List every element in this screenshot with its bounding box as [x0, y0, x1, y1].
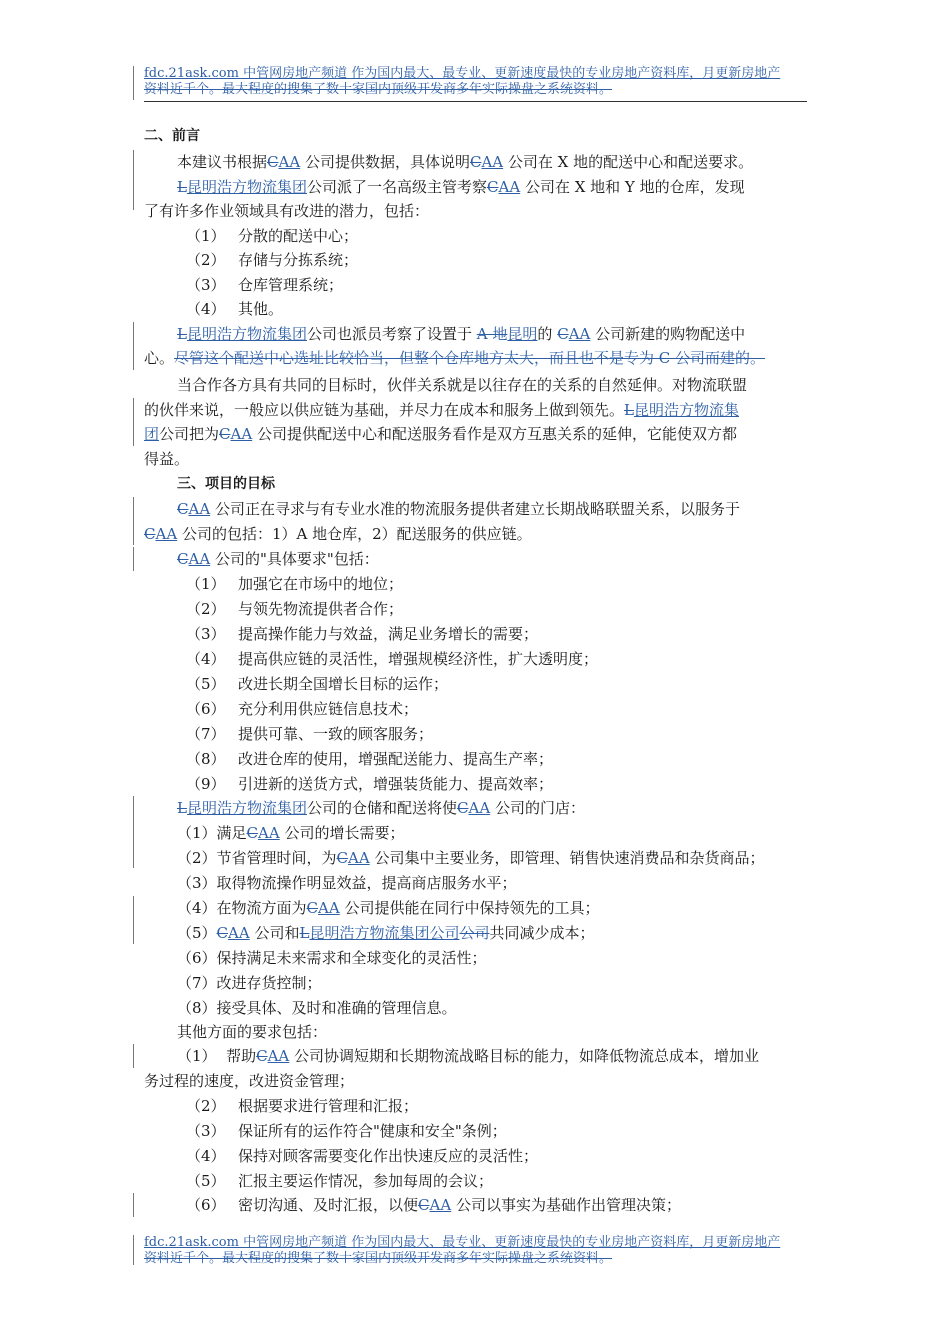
list-item: （3） 仓库管理系统； [186, 276, 344, 294]
change-bar [133, 896, 134, 944]
header-rule [144, 101, 807, 102]
header-line-2: 资料近千个。最大程度的搜集了数十家国内顶级开发商多年实际操盘之系统资料。 [144, 82, 613, 97]
list-item: （9） 引进新的送货方式，增强装货能力、提高效率； [186, 775, 554, 793]
list-item: （3） 提高操作能力与效益，满足业务增长的需要； [186, 625, 539, 643]
change-bar [133, 497, 134, 545]
header-line-1[interactable]: fdc.21ask.com 中管网房地产频道 作为国内最大、最专业、更新速度最快的专业房地产资料库，月更新房地产 [144, 66, 781, 81]
list-item: （2） 与领先物流提供者合作； [186, 600, 404, 618]
list-item: （3）取得物流操作明显效益，提高商店服务水平； [177, 874, 517, 892]
list-item: （2）节省管理时间，为CAA 公司集中主要业务，即管理、销售快速消费品和杂货商品； [177, 849, 765, 867]
change-bar [133, 1193, 134, 1217]
list-item: （7） 提供可靠、一致的顾客服务； [186, 725, 434, 743]
list-item: （5） 改进长期全国增长目标的运作； [186, 675, 449, 693]
paragraph-line: CAA 公司的包括：1）A 地仓库，2）配送服务的供应链。 [144, 525, 532, 543]
page-header [144, 66, 807, 98]
list-item: （1） 加强它在市场中的地位； [186, 575, 404, 593]
paragraph-line: L昆明浩方物流集团公司派了一名高级主管考察CAA 公司在 X 地和 Y 地的仓库，发现 [177, 178, 745, 196]
change-bar [133, 796, 134, 868]
change-bar [133, 1235, 134, 1265]
list-item: （6） 密切沟通、及时汇报，以便CAA 公司以事实为基础作出管理决策； [186, 1196, 681, 1214]
list-item: （7）改进存货控制； [177, 974, 322, 992]
section-heading: 三、项目的目标 [177, 476, 275, 492]
paragraph-line: 了有许多作业领域具有改进的潜力，包括： [144, 202, 430, 220]
paragraph-line: 团公司把为CAA 公司提供配送中心和配送服务看作是双方互惠关系的延伸，它能使双方都 [144, 425, 737, 443]
change-bar [133, 322, 134, 370]
list-item: （4）在物流方面为CAA 公司提供能在同行中保持领先的工具； [177, 899, 600, 917]
list-item: （6） 充分利用供应链信息技术； [186, 700, 419, 718]
paragraph-line: L昆明浩方物流集团公司也派员考察了设置于 A 地昆明的 CAA 公司新建的购物配送中 [177, 325, 746, 343]
paragraph-line: L昆明浩方物流集团公司的仓储和配送将使CAA 公司的门店： [177, 799, 585, 817]
paragraph-line: CAA 公司的"具体要求"包括： [177, 550, 379, 568]
list-item: （1） 分散的配送中心； [186, 227, 359, 245]
paragraph-line: 当合作各方具有共同的目标时，伙伴关系就是以往存在的关系的自然延伸。对物流联盟 [177, 376, 748, 394]
list-item: （4） 提高供应链的灵活性，增强规模经济性，扩大透明度； [186, 650, 599, 668]
paragraph-line: 务过程的速度，改进资金管理； [144, 1072, 355, 1090]
list-item: （1） 帮助CAA 公司协调短期和长期物流战略目标的能力，如降低物流总成本，增加业 [177, 1047, 760, 1065]
page-footer [144, 1235, 807, 1267]
list-item: （4） 保持对顾客需要变化作出快速反应的灵活性； [186, 1147, 539, 1165]
change-bar [133, 1044, 134, 1068]
footer-line-1[interactable]: fdc.21ask.com 中管网房地产频道 作为国内最大、最专业、更新速度最快的专业房地产资料库，月更新房地产 [144, 1235, 781, 1250]
list-item: （4） 其他。 [186, 300, 284, 318]
paragraph-line: CAA 公司正在寻求与有专业水准的物流服务提供者建立长期战略联盟关系，以服务于 [177, 500, 740, 518]
list-item: （5） 汇报主要运作情况，参加每周的会议； [186, 1172, 494, 1190]
paragraph-line: 的伙伴来说，一般应以供应链为基础，并尽力在成本和服务上做到领先。L昆明浩方物流集 [144, 401, 739, 419]
list-item: （8）接受具体、及时和准确的管理信息。 [177, 999, 457, 1017]
list-item: （2） 根据要求进行管理和汇报； [186, 1097, 419, 1115]
change-bar [133, 398, 134, 446]
change-bar [133, 66, 134, 100]
footer-line-2: 资料近千个。最大程度的搜集了数十家国内顶级开发商多年实际操盘之系统资料。 [144, 1251, 613, 1266]
section-heading: 二、前言 [144, 128, 200, 144]
change-bar [133, 547, 134, 571]
list-item: （5）CAA 公司和L昆明浩方物流集团公司公司共同减少成本； [177, 924, 595, 942]
paragraph-line: 其他方面的要求包括： [177, 1023, 328, 1041]
list-item: （1）满足CAA 公司的增长需要； [177, 824, 405, 842]
paragraph-line: 心。尽管这个配送中心选址比较恰当，但整个仓库地方太大，而且也不是专为 C 公司而建的。 [144, 349, 766, 367]
change-bar [133, 150, 134, 210]
list-item: （2） 存储与分拣系统； [186, 251, 359, 269]
paragraph-line: 本建议书根据CAA 公司提供数据，具体说明CAA 公司在 X 地的配送中心和配送要求。 [177, 153, 754, 171]
list-item: （6）保持满足未来需求和全球变化的灵活性； [177, 949, 487, 967]
list-item: （8） 改进仓库的使用，增强配送能力、提高生产率； [186, 750, 554, 768]
list-item: （3） 保证所有的运作符合"健康和安全"条例； [186, 1122, 507, 1140]
paragraph-line: 得益。 [144, 450, 190, 468]
